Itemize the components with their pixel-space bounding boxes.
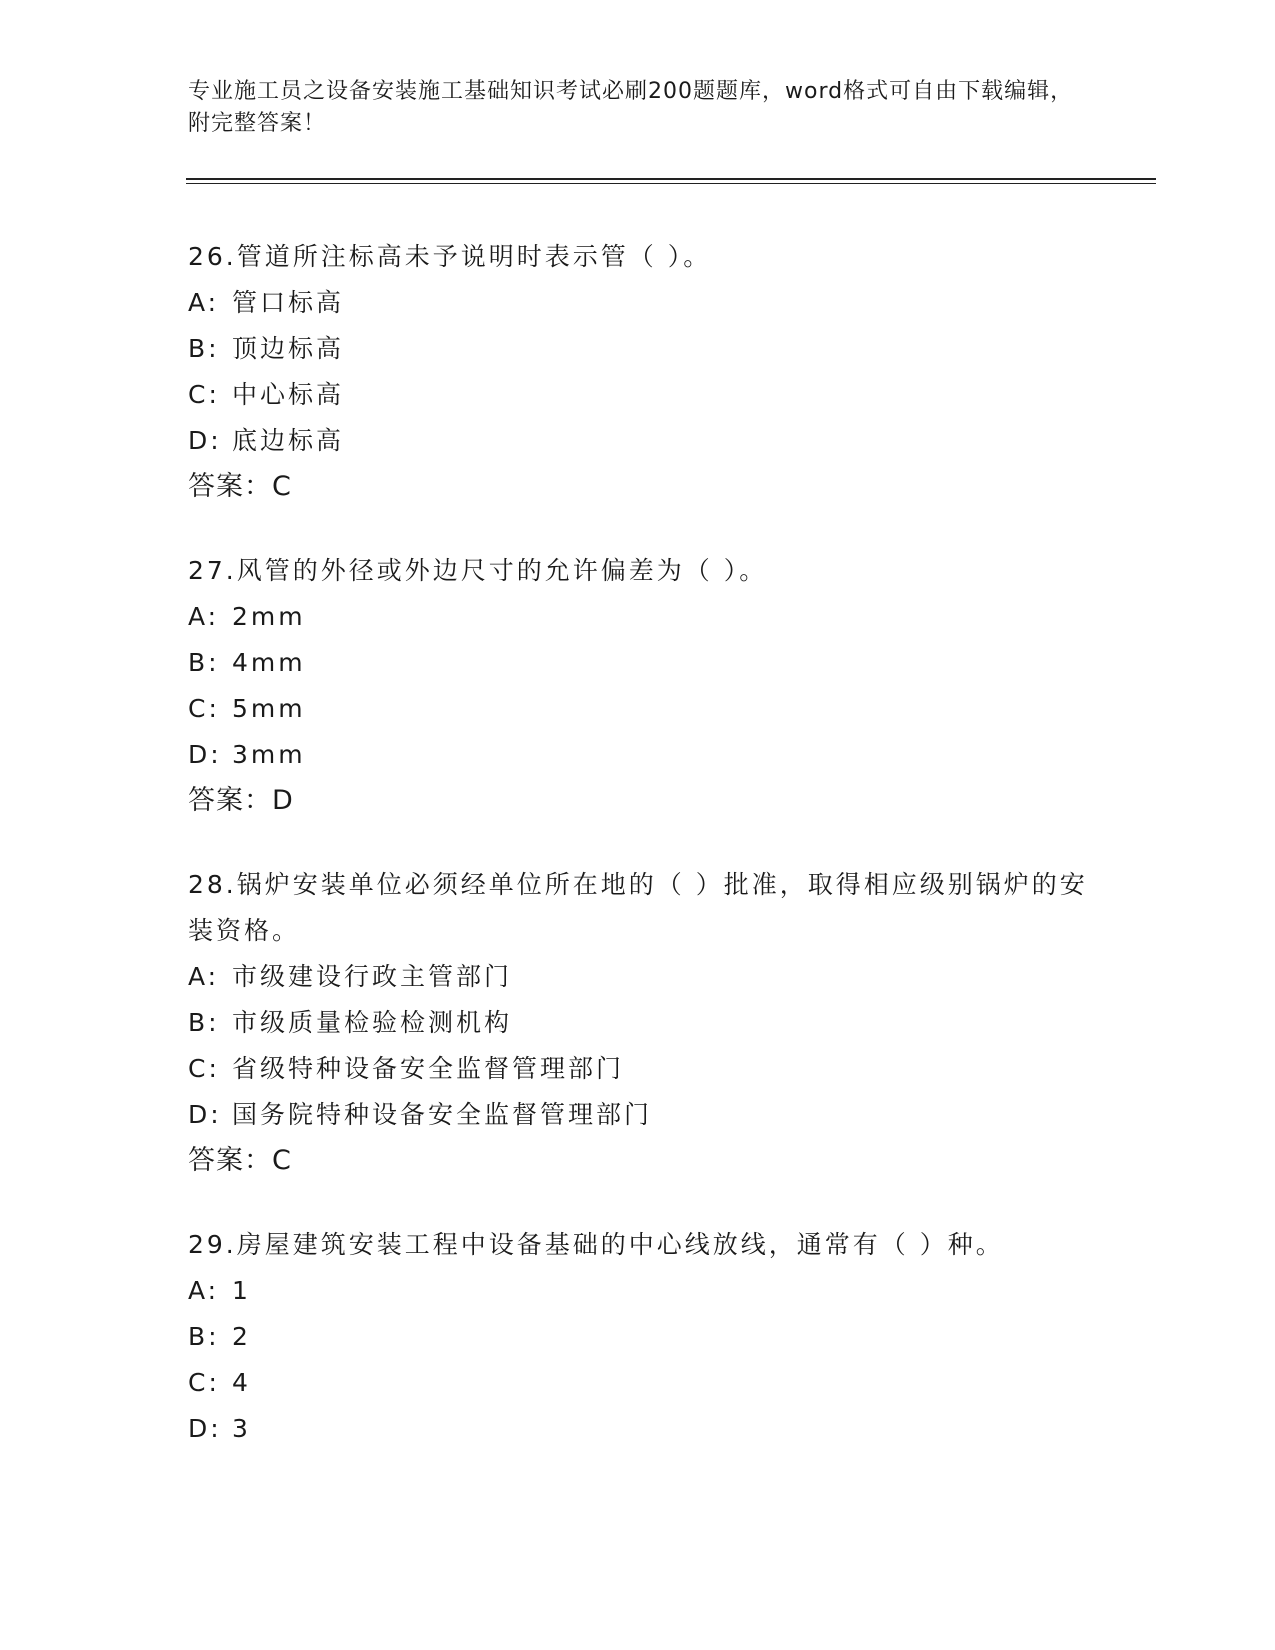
option-text: 管口标高 xyxy=(232,288,345,317)
option-a xyxy=(188,280,1088,326)
option-d xyxy=(188,418,1088,464)
option-text: 市级建设行政主管部门 xyxy=(232,962,513,991)
option-key: A: xyxy=(188,602,220,631)
question-27 xyxy=(188,548,1088,824)
answer-line: 答案：C xyxy=(188,1145,292,1176)
option-text: 4 xyxy=(232,1368,251,1397)
header-divider-thin xyxy=(186,183,1156,184)
question-stem: 26.管道所注标高未予说明时表示管（ ）。 xyxy=(188,242,712,271)
option-text: 2 xyxy=(232,1322,251,1351)
option-key: B: xyxy=(188,648,220,677)
question-stem: 27.风管的外径或外边尺寸的允许偏差为（ ）。 xyxy=(188,556,768,585)
option-text: 省级特种设备安全监督管理部门 xyxy=(232,1054,625,1083)
option-text: 2mm xyxy=(232,602,306,631)
option-text: 1 xyxy=(232,1276,251,1305)
option-key: B: xyxy=(188,1322,220,1351)
option-text: 3mm xyxy=(232,740,306,769)
option-key: B: xyxy=(188,1008,220,1037)
option-c xyxy=(188,372,1088,418)
header-divider-thick xyxy=(186,178,1156,180)
option-key: C: xyxy=(188,694,220,723)
question-26 xyxy=(188,234,1088,510)
document-header: 专业施工员之设备安装施工基础知识考试必刷200题题库，word格式可自由下载编辑，附完整答案！ xyxy=(188,79,1074,136)
option-text: 3 xyxy=(232,1414,251,1443)
question-stem: 28.锅炉安装单位必须经单位所在地的（ ）批准，取得相应级别锅炉的安装资格。 xyxy=(188,870,1088,945)
question-29 xyxy=(188,1222,1088,1452)
option-text: 4mm xyxy=(232,648,306,677)
option-b xyxy=(188,1000,1088,1046)
option-text: 中心标高 xyxy=(232,380,345,409)
option-d xyxy=(188,1406,1088,1452)
option-c xyxy=(188,1046,1088,1092)
question-list xyxy=(188,234,1088,1490)
option-key: C: xyxy=(188,380,220,409)
option-key: C: xyxy=(188,1054,220,1083)
option-key: C: xyxy=(188,1368,220,1397)
option-b xyxy=(188,640,1088,686)
option-key: B: xyxy=(188,334,220,363)
question-28 xyxy=(188,862,1088,1184)
option-b xyxy=(188,326,1088,372)
option-d xyxy=(188,732,1088,778)
option-key: A: xyxy=(188,288,220,317)
option-a xyxy=(188,954,1088,1000)
option-text: 国务院特种设备安全监督管理部门 xyxy=(232,1100,653,1129)
option-d xyxy=(188,1092,1088,1138)
option-c xyxy=(188,686,1088,732)
option-key: D: xyxy=(188,740,222,769)
option-key: D: xyxy=(188,1414,222,1443)
answer-line: 答案：D xyxy=(188,785,294,816)
option-text: 顶边标高 xyxy=(232,334,345,363)
option-key: D: xyxy=(188,426,222,455)
option-key: A: xyxy=(188,1276,220,1305)
option-a xyxy=(188,1268,1088,1314)
question-stem: 29.房屋建筑安装工程中设备基础的中心线放线，通常有（ ）种。 xyxy=(188,1230,1004,1259)
option-key: A: xyxy=(188,962,220,991)
option-text: 市级质量检验检测机构 xyxy=(232,1008,513,1037)
option-a xyxy=(188,594,1088,640)
option-text: 底边标高 xyxy=(232,426,345,455)
option-c xyxy=(188,1360,1088,1406)
option-text: 5mm xyxy=(232,694,306,723)
option-key: D: xyxy=(188,1100,222,1129)
answer-line: 答案：C xyxy=(188,471,292,502)
option-b xyxy=(188,1314,1088,1360)
